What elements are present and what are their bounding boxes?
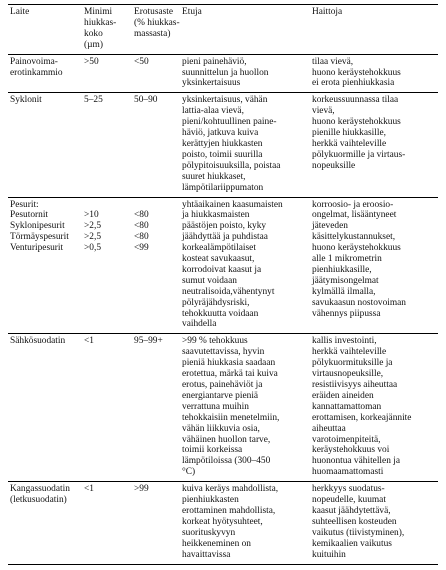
header-advantages: Etuja (180, 5, 310, 55)
table-row (8, 54, 438, 93)
cell-line: pienhiukkasten (182, 495, 239, 506)
cell-line: verrattuna muihin (182, 401, 249, 412)
cell-line: <80 (134, 232, 149, 243)
cell-line: suuret hiukkaset, (182, 171, 246, 182)
cell-line (84, 200, 129, 211)
cell-line: havaittavissa (182, 549, 231, 560)
cell-line: pölykuormille ja virtaus- (312, 149, 406, 160)
cell-line: käsittelykustannukset, (312, 232, 396, 243)
cell-line: poisto, toimii suurilla (182, 149, 263, 160)
cell-line: sumut voidaan (182, 275, 237, 286)
cell-advantages (180, 54, 310, 93)
cell-line: huono keräystehokkuus (312, 67, 401, 78)
cell-disadvantages (310, 334, 438, 482)
cell-line: >99 (134, 484, 149, 495)
header-separation-efficiency: Erotusaste (% hiukkas- massasta) (132, 5, 180, 55)
cell-line: korkealämpötilaiset (182, 243, 256, 254)
cell-advantages (180, 197, 310, 334)
cell-line: <99 (134, 243, 149, 254)
cell-line: savukaasun nostovoiman (312, 297, 406, 308)
cell-line: kerättyjen hiukkasten (182, 138, 263, 149)
cell-line: 50–90 (134, 95, 158, 106)
header-row (8, 5, 438, 55)
cell-device (8, 197, 82, 334)
cell-line: 95–99+ (134, 336, 163, 347)
cell-line: pienhiukkasille, (312, 264, 372, 275)
cell-line: Syklonipesurit (10, 221, 65, 232)
cell-line: päästöjen poisto, kyky (182, 221, 267, 232)
cell-disadvantages (310, 197, 438, 334)
cell-line: eräiden aineiden (312, 390, 374, 401)
cell-line: lämpötiloissa (300–450 (182, 456, 271, 467)
cell-line: huomaamattomasti (312, 467, 384, 478)
cell-line: aiheuttaa (312, 423, 346, 434)
cell-line: >50 (84, 56, 99, 67)
cell-line: pölypitoisuuksilla, poistaa (182, 160, 281, 171)
cell-line: suhteellisen kosteuden (312, 516, 397, 527)
cell-line: <1 (84, 484, 94, 495)
cell-line: pienille hiukkasille, (312, 128, 386, 139)
cell-min-particle-size (82, 334, 132, 482)
cell-line: lämpötilariippumaton (182, 182, 264, 193)
cell-line: neutralisoida,vähentynyt (182, 286, 275, 297)
cell-line: pieniä hiukkasia saadaan (182, 358, 276, 369)
cell-line: >99 % tehokkuus (182, 336, 248, 347)
cell-line: nopeudelle, kuumat (312, 495, 386, 506)
cell-line: yksinkertaisuus, vähän (182, 95, 268, 106)
cell-line: yksinkertaisuus (182, 78, 241, 89)
cell-line: tehokkaisiin menetelmiin, (182, 412, 280, 423)
cell-line: keräystehokkuus voi (312, 445, 390, 456)
cell-device (8, 482, 82, 564)
cell-line: toimii korkeissa (182, 445, 243, 456)
cell-min-particle-size (82, 197, 132, 334)
table-body (8, 54, 438, 564)
cell-separation-efficiency (132, 197, 180, 334)
cell-disadvantages (310, 54, 438, 93)
cell-device (8, 93, 82, 197)
cell-line: kannattamattoman (312, 401, 382, 412)
cell-advantages (180, 334, 310, 482)
cell-line: kallis investointi, (312, 336, 377, 347)
cell-line: °C) (182, 467, 196, 478)
cell-line: <1 (84, 336, 94, 347)
cell-line: kuiva keräys mahdollista, (182, 484, 279, 495)
table-header (8, 5, 438, 55)
cell-line: ongelmat, lisääntyneet (312, 210, 397, 221)
header-device: Laite (8, 5, 82, 55)
cell-line: korkeussuunnassa tilaa (312, 95, 399, 106)
cell-line: >10 (84, 210, 99, 221)
cell-line: yhtäaikainen kaasumaisten (182, 199, 283, 210)
cell-line: pölykuormituksille ja (312, 358, 393, 369)
cell-separation-efficiency (132, 482, 180, 564)
cell-line: Venturipesurit (10, 243, 64, 254)
cell-advantages (180, 93, 310, 197)
cell-line: virtausnopeuksille, (312, 369, 384, 380)
cell-disadvantages (310, 93, 438, 197)
cell-line: alle 1 mikrometrin (312, 254, 382, 265)
cell-line: <80 (134, 221, 149, 232)
cell-line: (letkusuodatin) (10, 495, 67, 506)
cell-line: Syklonit (10, 95, 42, 106)
cell-line: Kangassuodatin (10, 484, 70, 495)
cell-line: korkeat hyötysuhteet, (182, 516, 263, 527)
cell-line: saavutettavissa, hyvin (182, 347, 265, 358)
table-row (8, 93, 438, 197)
cell-line: kemikaalien vaikutus (312, 538, 392, 549)
cell-separation-efficiency (132, 93, 180, 197)
cell-line: vähäinen huollon tarve, (182, 434, 271, 445)
cell-line: nopeuksille (312, 160, 356, 171)
cell-line: erotettua, märkä tai kuiva (182, 369, 278, 380)
dust-separator-comparison-table (8, 4, 438, 565)
cell-line: ja hiukkasmaisten (182, 210, 250, 221)
cell-line: jäätymisongelmat (312, 275, 379, 286)
cell-line: ei erota pienhiukkasia (312, 78, 395, 89)
cell-line: herkkä vaihteleville (312, 138, 387, 149)
cell-line: Pesurit: (10, 199, 39, 210)
cell-device (8, 334, 82, 482)
cell-advantages (180, 482, 310, 564)
cell-line: vähän liikkuvia osia, (182, 423, 260, 434)
cell-line: Törmäyspesurit (10, 232, 69, 243)
table-row (8, 334, 438, 482)
cell-line: pieni/kohtuullinen paine- (182, 117, 277, 128)
cell-line: resistiivisyys aiheuttaa (312, 380, 398, 390)
cell-line: suorituskyvyn (182, 527, 236, 538)
cell-line (134, 200, 177, 211)
cell-line: herkkä vaihteleville (312, 347, 387, 358)
cell-line: korroosio- ja eroosio- (312, 199, 394, 210)
cell-line: 5–25 (84, 95, 103, 106)
cell-line: tilaa vievä, (312, 56, 354, 67)
cell-min-particle-size (82, 54, 132, 93)
cell-separation-efficiency (132, 334, 180, 482)
cell-line: energiantarve pieniä (182, 390, 259, 401)
cell-line: vähennys piipussa (312, 308, 381, 319)
header-disadvantages: Haittoja (310, 5, 438, 55)
cell-line: korrodoivat kaasut ja (182, 264, 262, 275)
cell-min-particle-size (82, 93, 132, 197)
cell-line: >2,5 (84, 221, 102, 232)
table-row (8, 482, 438, 564)
cell-line: huono keräystehokkuus (312, 117, 401, 128)
cell-line: kuituihin (312, 549, 346, 560)
cell-line: pölyräjähdysriski, (182, 297, 250, 308)
cell-line: <50 (134, 56, 149, 67)
cell-line: >0,5 (84, 243, 102, 254)
cell-line: häviö, jatkuva kuiva (182, 128, 259, 139)
cell-line: Painovoima- (10, 56, 58, 67)
cell-line: huonontua vähitellen ja (312, 456, 400, 467)
cell-line: lattia-alaa vievä, (182, 106, 244, 117)
table-row (8, 197, 438, 334)
header-min-particle-size: Minimi hiukkas- koko (µm) (82, 5, 132, 55)
cell-line: erotinkammio (10, 67, 63, 78)
cell-line: heikkeneminen on (182, 538, 251, 549)
cell-line: vievä, (312, 106, 335, 117)
cell-line: >2,5 (84, 232, 102, 243)
cell-line: kylmällä ilmalla, (312, 286, 376, 297)
cell-line: huono keräystehokkuus (312, 243, 401, 254)
cell-device (8, 54, 82, 93)
cell-line: jäteveden (312, 221, 348, 232)
cell-min-particle-size (82, 482, 132, 564)
cell-line: kosteat savukaasut, (182, 254, 255, 265)
cell-line: Sähkösuodatin (10, 336, 66, 347)
cell-line: varotoimenpiteitä, (312, 434, 381, 445)
cell-separation-efficiency (132, 54, 180, 93)
cell-line: pieni painehäviö, (182, 56, 247, 67)
cell-line: jäähdyttää ja puhdistaa (182, 232, 268, 243)
cell-disadvantages (310, 482, 438, 564)
cell-line: kaasut jäähdytettävä, (312, 505, 391, 516)
cell-line: <80 (134, 210, 149, 221)
cell-line: tehokkuutta voidaan (182, 308, 259, 319)
cell-line: suunnittelun ja huollon (182, 67, 269, 78)
cell-line: Pesutornit (10, 210, 49, 221)
cell-line: erotus, painehäviöt ja (182, 380, 263, 390)
cell-line: erottaminen mahdollista, (182, 505, 276, 516)
cell-line: erottamisen, korkeajännite (312, 412, 412, 423)
cell-line: vaikutus (tiivistyminen), (312, 527, 405, 538)
cell-line: herkkyys suodatus- (312, 484, 385, 495)
cell-line: vaihdella (182, 319, 217, 330)
